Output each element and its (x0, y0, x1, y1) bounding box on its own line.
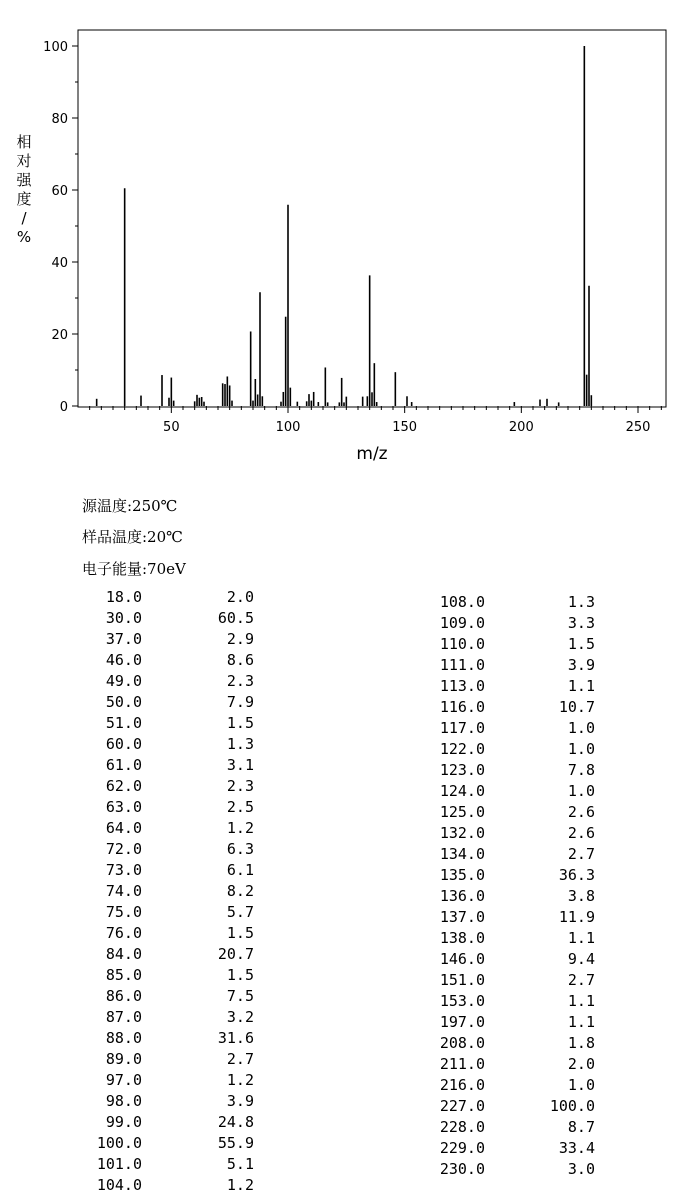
y-tick-label: 60 (51, 184, 68, 199)
electron-energy: 电子能量:70eV (82, 560, 186, 578)
peak-table-row (88, 608, 258, 629)
x-axis-ticks (90, 406, 662, 435)
intensity-value: 100.0 (549, 1097, 595, 1115)
mz-value: 146.0 (439, 950, 485, 968)
intensity-value: 1.2 (226, 819, 254, 837)
peak-table-row (420, 634, 598, 655)
intensity-value: 1.1 (567, 677, 595, 695)
mz-value: 51.0 (105, 714, 142, 732)
mz-value: 135.0 (439, 866, 485, 884)
mz-value: 88.0 (105, 1029, 142, 1047)
peak-table-row (420, 1117, 598, 1138)
intensity-value: 2.7 (226, 1050, 254, 1068)
y-tick-label: 80 (51, 112, 68, 127)
mz-value: 63.0 (105, 798, 142, 816)
intensity-value: 1.5 (226, 966, 254, 984)
peak-table-row (88, 692, 258, 713)
peak-table-row (88, 902, 258, 923)
peak-table-row (420, 1054, 598, 1075)
peak-table-row (420, 1012, 598, 1033)
intensity-value: 60.5 (217, 609, 254, 627)
intensity-value: 8.6 (226, 651, 254, 669)
mz-value: 100.0 (96, 1134, 142, 1152)
intensity-value: 6.1 (226, 861, 254, 879)
mz-value: 75.0 (105, 903, 142, 921)
peak-table-row (88, 755, 258, 776)
peak-table-row (420, 739, 598, 760)
peak-table-row (88, 713, 258, 734)
peak-table-row (88, 629, 258, 650)
intensity-value: 36.3 (558, 866, 595, 884)
mz-value: 111.0 (439, 656, 485, 674)
mz-value: 216.0 (439, 1076, 485, 1094)
y-axis-label-char: % (16, 228, 32, 246)
intensity-value: 1.0 (567, 740, 595, 758)
y-tick-label: 20 (51, 328, 68, 343)
mz-value: 208.0 (439, 1034, 485, 1052)
mz-value: 76.0 (105, 924, 142, 942)
peak-table-row (420, 1096, 598, 1117)
mz-value: 228.0 (439, 1118, 485, 1136)
intensity-value: 11.9 (558, 908, 595, 926)
peak-table-row (88, 1175, 258, 1196)
intensity-value: 33.4 (558, 1139, 595, 1157)
source-temperature: 源温度:250℃ (82, 497, 178, 515)
peak-table-row (420, 613, 598, 634)
intensity-value: 24.8 (217, 1113, 254, 1131)
mz-value: 134.0 (439, 845, 485, 863)
peak-table-row (420, 676, 598, 697)
y-tick-label: 0 (59, 400, 68, 415)
peak-table-row (88, 818, 258, 839)
x-tick-label: 200 (508, 420, 534, 435)
mz-value: 137.0 (439, 908, 485, 926)
y-axis-label (16, 133, 32, 246)
peak-table-row (88, 671, 258, 692)
peak-table-row (88, 1007, 258, 1028)
mz-value: 197.0 (439, 1013, 485, 1031)
y-axis-label-char: 强 (16, 171, 32, 189)
sample-temperature: 样品温度:20℃ (82, 528, 183, 546)
intensity-value: 2.9 (226, 630, 254, 648)
y-tick-label: 40 (51, 256, 68, 271)
intensity-value: 2.6 (567, 824, 595, 842)
intensity-value: 7.9 (226, 693, 254, 711)
peak-table-row (88, 944, 258, 965)
peak-table-row (420, 928, 598, 949)
mz-value: 101.0 (96, 1155, 142, 1173)
x-axis-label: m/z (356, 444, 388, 464)
intensity-value: 9.4 (567, 950, 595, 968)
intensity-value: 1.0 (567, 719, 595, 737)
peak-table-row (88, 923, 258, 944)
peak-table-row (88, 734, 258, 755)
x-tick-label: 50 (163, 420, 180, 435)
peak-table-row (88, 1028, 258, 1049)
y-tick-label: 100 (43, 40, 68, 55)
intensity-value: 2.6 (567, 803, 595, 821)
peak-table-row (420, 760, 598, 781)
mz-value: 37.0 (105, 630, 142, 648)
y-axis-label-char: 对 (16, 152, 32, 170)
mz-value: 97.0 (105, 1071, 142, 1089)
mz-value: 60.0 (105, 735, 142, 753)
intensity-value: 2.3 (226, 777, 254, 795)
mz-value: 123.0 (439, 761, 485, 779)
mz-value: 85.0 (105, 966, 142, 984)
intensity-value: 55.9 (217, 1134, 254, 1152)
mz-value: 153.0 (439, 992, 485, 1010)
mz-value: 72.0 (105, 840, 142, 858)
intensity-value: 2.5 (226, 798, 254, 816)
intensity-value: 2.7 (567, 971, 595, 989)
peak-table-row (420, 970, 598, 991)
intensity-value: 7.8 (567, 761, 595, 779)
intensity-value: 8.2 (226, 882, 254, 900)
mz-value: 113.0 (439, 677, 485, 695)
mz-value: 86.0 (105, 987, 142, 1005)
intensity-value: 6.3 (226, 840, 254, 858)
intensity-value: 5.1 (226, 1155, 254, 1173)
intensity-value: 10.7 (558, 698, 595, 716)
mz-value: 98.0 (105, 1092, 142, 1110)
peak-table-row (420, 718, 598, 739)
peak-table-row (88, 1091, 258, 1112)
peak-table-row (88, 1133, 258, 1154)
mz-value: 110.0 (439, 635, 485, 653)
intensity-value: 1.0 (567, 1076, 595, 1094)
mz-value: 229.0 (439, 1139, 485, 1157)
mz-value: 227.0 (439, 1097, 485, 1115)
intensity-value: 1.1 (567, 992, 595, 1010)
mz-value: 73.0 (105, 861, 142, 879)
mz-value: 122.0 (439, 740, 485, 758)
peak-table-row (88, 860, 258, 881)
intensity-value: 1.5 (226, 714, 254, 732)
mz-value: 104.0 (96, 1176, 142, 1194)
peak-table-row (420, 844, 598, 865)
peak-table-row (88, 1070, 258, 1091)
intensity-value: 1.2 (226, 1176, 254, 1194)
peak-table-row (420, 823, 598, 844)
peak-table-row (420, 991, 598, 1012)
intensity-value: 20.7 (217, 945, 254, 963)
peak-table-row (88, 797, 258, 818)
x-tick-label: 150 (392, 420, 418, 435)
intensity-value: 2.3 (226, 672, 254, 690)
x-tick-label: 250 (625, 420, 651, 435)
intensity-value: 1.2 (226, 1071, 254, 1089)
peak-table-left (88, 587, 258, 1196)
peak-table-row (88, 1154, 258, 1175)
intensity-value: 1.8 (567, 1034, 595, 1052)
peak-table-row (420, 655, 598, 676)
intensity-value: 1.5 (226, 924, 254, 942)
peak-table-row (88, 650, 258, 671)
peak-table-row (88, 881, 258, 902)
intensity-value: 3.8 (567, 887, 595, 905)
mz-value: 108.0 (439, 593, 485, 611)
mz-value: 46.0 (105, 651, 142, 669)
intensity-value: 8.7 (567, 1118, 595, 1136)
y-axis-ticks (43, 40, 78, 415)
peak-table-row (420, 886, 598, 907)
peak-table-row (88, 965, 258, 986)
intensity-value: 7.5 (226, 987, 254, 1005)
mz-value: 124.0 (439, 782, 485, 800)
mz-value: 84.0 (105, 945, 142, 963)
intensity-value: 2.7 (567, 845, 595, 863)
peak-table-row (420, 781, 598, 802)
peak-table-row (420, 865, 598, 886)
mz-value: 138.0 (439, 929, 485, 947)
mz-value: 87.0 (105, 1008, 142, 1026)
peak-table-row (88, 1112, 258, 1133)
peak-table-row (420, 592, 598, 613)
plot-frame (78, 30, 666, 407)
intensity-value: 1.1 (567, 929, 595, 947)
mz-value: 99.0 (105, 1113, 142, 1131)
mz-value: 30.0 (105, 609, 142, 627)
mz-value: 50.0 (105, 693, 142, 711)
mz-value: 62.0 (105, 777, 142, 795)
mz-value: 125.0 (439, 803, 485, 821)
mass-spectrum-chart (0, 0, 687, 470)
x-tick-label: 100 (275, 420, 301, 435)
peak-table-row (420, 1159, 598, 1180)
peak-table-right (420, 592, 598, 1180)
peak-table-row (88, 1049, 258, 1070)
mz-value: 116.0 (439, 698, 485, 716)
intensity-value: 5.7 (226, 903, 254, 921)
peak-table-row (88, 839, 258, 860)
intensity-value: 3.3 (567, 614, 595, 632)
peak-table-row (420, 1138, 598, 1159)
mz-value: 117.0 (439, 719, 485, 737)
peak-table-row (420, 907, 598, 928)
peak-table-row (88, 986, 258, 1007)
peak-table-row (420, 1075, 598, 1096)
intensity-value: 3.2 (226, 1008, 254, 1026)
y-axis-label-char: 相 (16, 133, 32, 151)
mz-value: 49.0 (105, 672, 142, 690)
peak-table-row (88, 776, 258, 797)
peak-table-row (420, 697, 598, 718)
mz-value: 109.0 (439, 614, 485, 632)
intensity-value: 3.1 (226, 756, 254, 774)
intensity-value: 3.9 (226, 1092, 254, 1110)
mz-value: 74.0 (105, 882, 142, 900)
intensity-value: 1.3 (226, 735, 254, 753)
intensity-value: 31.6 (217, 1029, 254, 1047)
peak-table-row (88, 587, 258, 608)
y-axis-label-char: / (21, 209, 27, 227)
mz-value: 61.0 (105, 756, 142, 774)
intensity-value: 1.0 (567, 782, 595, 800)
y-axis-label-char: 度 (16, 190, 32, 208)
intensity-value: 2.0 (226, 588, 254, 606)
mz-value: 211.0 (439, 1055, 485, 1073)
intensity-value: 2.0 (567, 1055, 595, 1073)
peak-table-row (420, 949, 598, 970)
intensity-value: 1.5 (567, 635, 595, 653)
intensity-value: 1.1 (567, 1013, 595, 1031)
intensity-value: 3.9 (567, 656, 595, 674)
peak-table-row (420, 1033, 598, 1054)
mz-value: 18.0 (105, 588, 142, 606)
mz-value: 64.0 (105, 819, 142, 837)
mz-value: 136.0 (439, 887, 485, 905)
mz-value: 89.0 (105, 1050, 142, 1068)
peak-bars (97, 46, 592, 406)
intensity-value: 3.0 (567, 1160, 595, 1178)
mz-value: 230.0 (439, 1160, 485, 1178)
mz-value: 151.0 (439, 971, 485, 989)
peak-table-row (420, 802, 598, 823)
mz-value: 132.0 (439, 824, 485, 842)
intensity-value: 1.3 (567, 593, 595, 611)
